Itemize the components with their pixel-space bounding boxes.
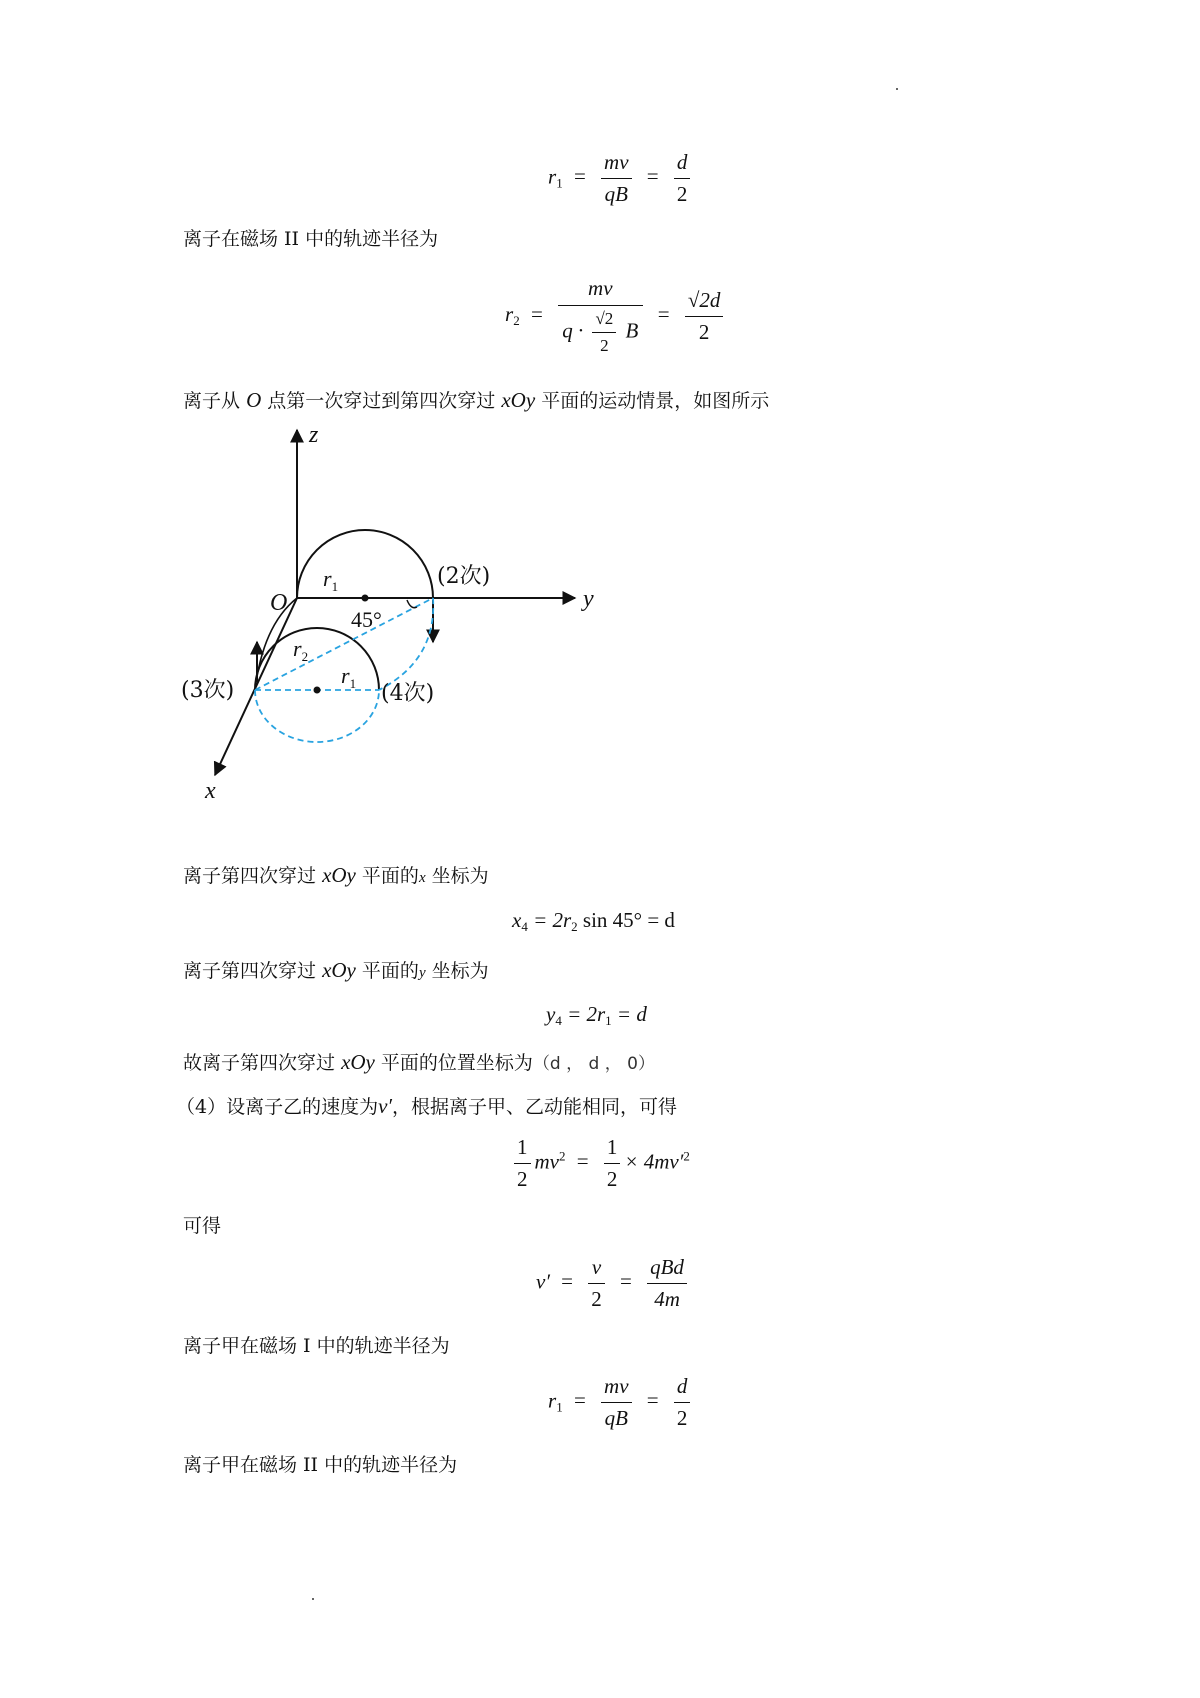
label-angle: 45°: [351, 607, 382, 632]
axis-label-z: z: [309, 422, 319, 448]
equation-x4: $x_4 = 2r_2$ sin 45° = d: [512, 908, 675, 934]
label-r2: $r_2$: [293, 636, 309, 664]
text-r2-jia-intro: 离子甲在磁场 II 中的轨迹半径为: [183, 1454, 458, 1476]
center-dot-lower: [314, 687, 321, 694]
equation-v-prime: v′ = $\frac{v}{2}$ = $\frac{\text{qBd}}{4m}$: [536, 1255, 691, 1312]
equation-r1: $r_1$ = $\frac{mv}{qB}$ = $\frac{d}{2}$: [548, 150, 694, 207]
text-x4-intro: 离子第四次穿过 xOy 平面的x 坐标为: [183, 863, 489, 887]
center-dot-upper: [362, 595, 369, 602]
text-r2-intro: 离子在磁场 II 中的轨迹半径为: [183, 228, 439, 250]
equation-r2: $r_2$ = mv q · $\frac{√2}{2}$ B = $\frac{√2d}{2}$: [505, 276, 727, 356]
speck-dot: [896, 88, 898, 90]
text-position: 故离子第四次穿过 xOy 平面的位置坐标为（d ， d ， 0）: [183, 1050, 655, 1074]
label-r1-top: $r_1$: [323, 566, 339, 594]
speck-dot: [312, 1598, 314, 1600]
equation-kinetic-energy: $\frac{1}{2}$ $mv^2$ = $\frac{1}{2}$ × $4mv'^2$: [510, 1135, 690, 1192]
text-r1-jia-intro: 离子甲在磁场 I 中的轨迹半径为: [183, 1335, 450, 1357]
label-r1-low: $r_1$: [341, 663, 357, 691]
label-2ci: (2次): [437, 564, 491, 589]
trajectory-diagram: [175, 420, 615, 820]
dashed-lower-arc: [255, 690, 379, 742]
label-3ci: (3次): [181, 678, 235, 703]
text-part4: （4）设离子乙的速度为v′，根据离子甲、乙动能相同，可得: [176, 1094, 678, 1118]
origin-label: O: [270, 590, 288, 616]
axis-label-y: y: [583, 586, 594, 612]
text-y4-intro: 离子第四次穿过 xOy 平面的y 坐标为: [183, 958, 489, 982]
equation-y4: $y_4 = 2r_1 = d$: [546, 1002, 647, 1028]
label-4ci: (4次): [381, 681, 435, 706]
equation-r1-jia: $r_1$ = $\frac{mv}{qB}$ = $\frac{d}{2}$: [548, 1374, 694, 1431]
axis-label-x: x: [205, 778, 216, 804]
text-motion-intro: 离子从 O 点第一次穿过到第四次穿过 xOy 平面的运动情景，如图所示: [183, 388, 770, 412]
upper-semicircle: [297, 530, 433, 598]
text-kede: 可得: [183, 1215, 222, 1237]
